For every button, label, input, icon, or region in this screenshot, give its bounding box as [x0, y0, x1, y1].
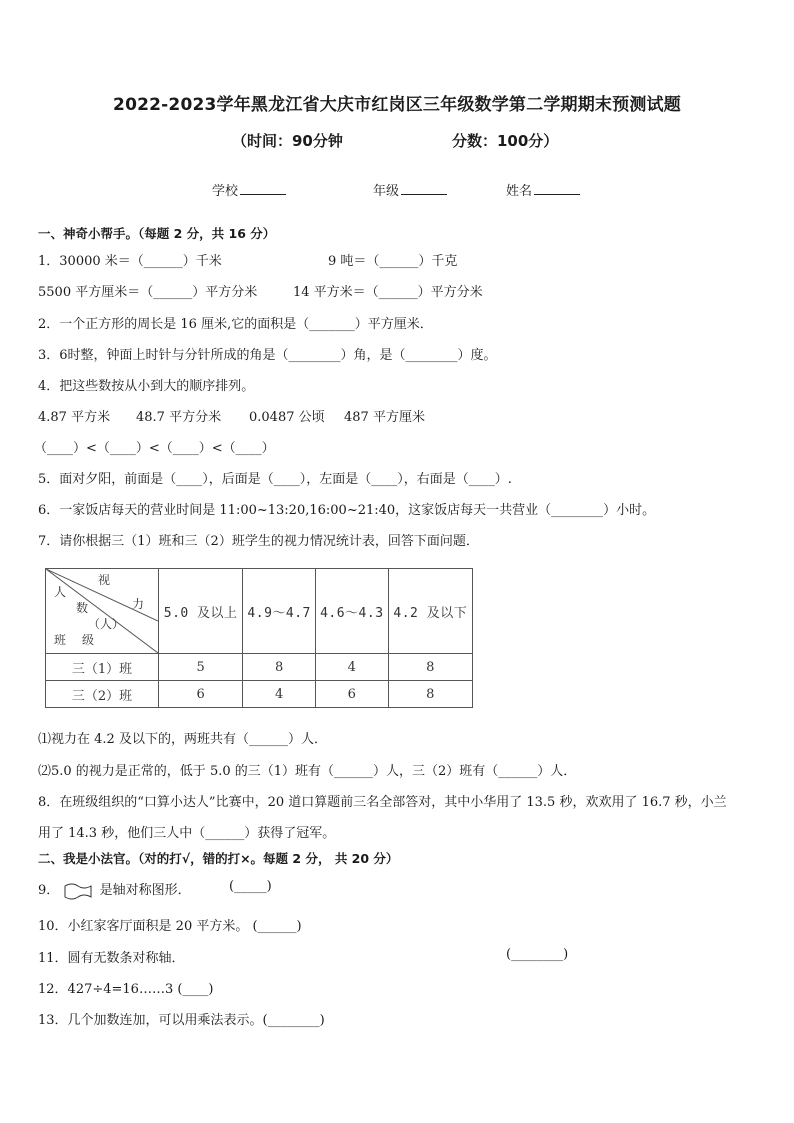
question-2: 2．一个正方形的周长是 16 厘米,它的面积是（_______）平方厘米． [38, 317, 433, 332]
row-label: 三（1）班 [46, 654, 159, 681]
q4-item: 487 平方厘米 [344, 410, 425, 425]
q11-answer-blank[interactable]: (________) [506, 947, 569, 962]
question-7: 7．请你根据三（1）班和三（2）班学生的视力情况统计表，回答下面问题． [38, 534, 479, 549]
corner-people2: 数 [76, 601, 89, 615]
column-header: 4.6～4.3 [315, 569, 388, 654]
question-10: 10．小红家客厅面积是 20 平方米。 (______) [38, 919, 302, 934]
column-header: 4.2 及以下 [388, 569, 472, 654]
school-label: 学校 [212, 184, 239, 199]
question-1b: 9 吨＝（______）千克 [328, 254, 458, 269]
table-cell: 4 [315, 654, 388, 681]
table-row [46, 654, 473, 681]
q9-answer-blank[interactable]: (_____) [229, 879, 272, 894]
column-header: 4.9～4.7 [243, 569, 316, 654]
table-corner-cell [46, 569, 159, 654]
q4-item: 4.87 平方米 [38, 410, 111, 425]
question-9 [38, 879, 191, 900]
corner-class1: 班 [54, 633, 67, 647]
wave-flag-icon [63, 882, 93, 900]
school-field [212, 180, 286, 199]
table-cell: 6 [315, 681, 388, 708]
table-cell: 8 [388, 681, 472, 708]
q9-text: 是轴对称图形． [99, 883, 191, 898]
grade-label: 年级 [373, 184, 400, 199]
corner-vision: 视 [98, 573, 111, 587]
question-12: 12．427÷4=16……3 (____) [38, 982, 214, 997]
school-blank[interactable] [240, 182, 286, 195]
column-header: 5.0 及以上 [159, 569, 243, 654]
table-cell: 5 [159, 654, 243, 681]
row-label: 三（2）班 [46, 681, 159, 708]
q4-item: 48.7 平方分米 [136, 410, 222, 425]
grade-blank[interactable] [401, 182, 447, 195]
table-row [46, 681, 473, 708]
question-1c: 5500 平方厘米＝（______）平方分米 [38, 285, 258, 300]
table-cell: 8 [388, 654, 472, 681]
section1-heading: 一、神奇小帮手。（每题 2 分，共 16 分） [38, 226, 276, 241]
question-8-line1: 8．在班级组织的“口算小达人”比赛中，20 道口算题前三名全部答对，其中小华用了 13.5 秒，欢欢用了 16.7 秒，小兰 [38, 795, 727, 810]
question-3: 3．6时整，钟面上时针与分针所成的角是（________）角，是（________）度。 [38, 348, 497, 363]
q4-item: 0.0487 公顷 [249, 410, 325, 425]
question-13: 13．几个加数连加，可以用乘法表示。(________) [38, 1013, 325, 1028]
name-field [506, 180, 580, 199]
question-7-2: ⑵5.0 的视力是正常的，低于 5.0 的三（1）班有（______）人，三（2）班有（______）人． [38, 764, 577, 779]
table-cell: 6 [159, 681, 243, 708]
question-7-1: ⑴视力在 4.2 及以下的，两班共有（______）人． [38, 732, 327, 747]
corner-people1: 人 [54, 585, 67, 599]
table-header-row [46, 569, 473, 654]
exam-score: 分数：100分） [452, 132, 559, 150]
question-5: 5．面对夕阳，前面是（____），后面是（____），左面是（____），右面是（____）. [38, 472, 512, 487]
table-cell: 4 [243, 681, 316, 708]
grade-field [373, 180, 447, 199]
corner-people3: （人） [88, 617, 125, 631]
q9-number: 9． [38, 883, 60, 898]
question-1a: 1．30000 米＝（______）千米 [38, 254, 222, 269]
corner-power: 力 [132, 597, 145, 611]
vision-table [45, 568, 473, 708]
exam-time: （时间：90分钟 [232, 132, 343, 150]
question-11: 11．圆有无数条对称轴． [38, 951, 185, 966]
corner-class2: 级 [82, 633, 95, 647]
question-8-line2: 用了 14.3 秒，他们三人中（______）获得了冠军。 [38, 826, 336, 841]
question-4: 4．把这些数按从小到大的顺序排列。 [38, 379, 255, 394]
name-label: 姓名 [506, 184, 533, 199]
section2-heading: 二、我是小法官。（对的打√，错的打×。每题 2 分， 共 20 分） [38, 851, 399, 866]
q4-order: （____）<（____）<（____）<（____） [34, 441, 275, 456]
page-title: 2022-2023学年黑龙江省大庆市红岗区三年级数学第二学期期末预测试题 [113, 95, 681, 115]
question-1d: 14 平方米＝（______）平方分米 [293, 285, 483, 300]
table-cell: 8 [243, 654, 316, 681]
question-6: 6．一家饭店每天的营业时间是 11:00~13:20,16:00~21:40，这家饭店每天一共营业（________）小时。 [38, 503, 656, 518]
name-blank[interactable] [534, 182, 580, 195]
